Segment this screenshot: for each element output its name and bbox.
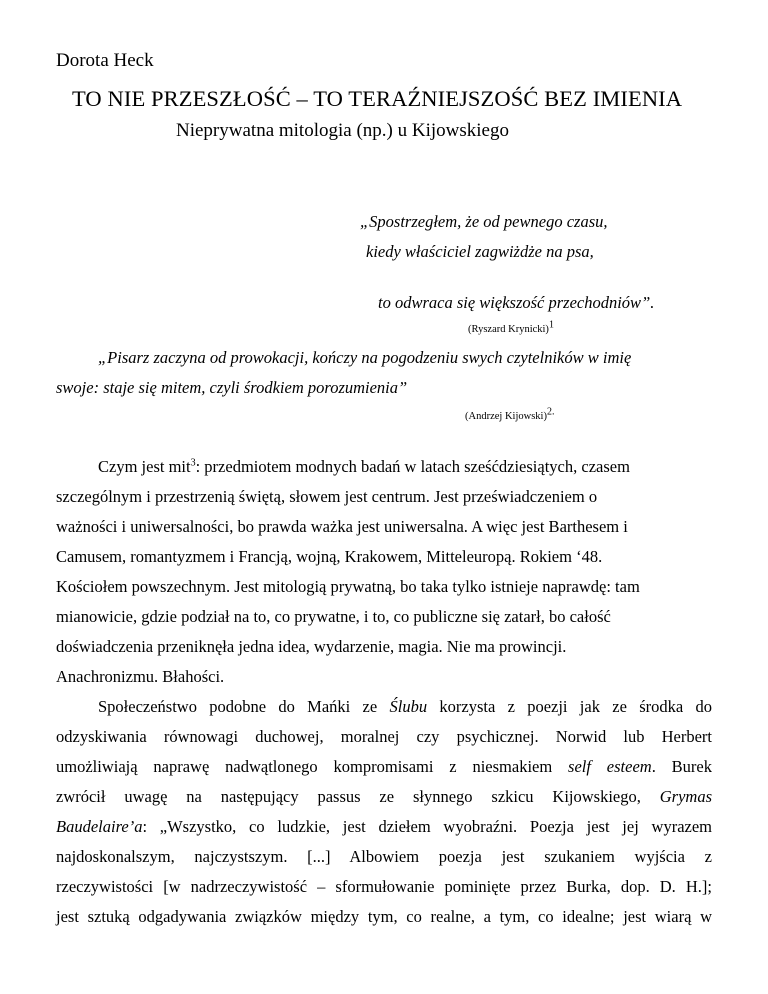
- paragraph-1-line-5: Kościołem powszechnym. Jest mitologią prywatną, bo taka tylko istnieje naprawdę: tam: [56, 577, 640, 596]
- epigraph-kijowski-source: [465, 406, 555, 424]
- paragraph-2-line-3: [56, 756, 712, 778]
- footnote-ref-2[interactable]: 2.: [546, 406, 555, 418]
- paragraph-2-line-8: jest sztuką odgadywania związków między tym, co realne, a tym, co idealne; jest wiarą w: [56, 907, 712, 926]
- emphasis: Grymas: [659, 787, 712, 806]
- article-title: TO NIE PRZESZŁOŚĆ – TO TERAŹNIEJSZOŚĆ BEZ IMIENIA: [72, 86, 683, 111]
- text-run: umożliwiają naprawę nadwątlonego kompromisami z niesmakiem: [56, 757, 569, 776]
- paragraph-1-line-1: [98, 456, 630, 478]
- author-name: Dorota Heck: [56, 50, 154, 71]
- epigraph-krynicki-line-2: kiedy właściciel zagwiżdże na psa,: [366, 242, 594, 261]
- article-subtitle: Nieprywatna mitologia (np.) u Kijowskiego: [176, 120, 509, 141]
- text-run: : przedmiotem modnych badań w latach sześćdziesiątych, czasem: [195, 457, 630, 476]
- footnote-ref-3[interactable]: 3: [190, 457, 196, 469]
- paragraph-1-line-4: Camusem, romantyzmem i Francją, wojną, Krakowem, Mitteleuropą. Rokiem ‘48.: [56, 547, 603, 566]
- paragraph-1-line-3: ważności i uniwersalności, bo prawda ważka jest uniwersalna. A więc jest Barthesem i: [56, 517, 628, 536]
- paragraph-2-line-7: rzeczywistości [w nadrzeczywistość – sformułowanie pominięte przez Burka, dop. D. H.];: [56, 877, 712, 896]
- paragraph-2-line-5: [56, 816, 712, 838]
- source-name: (Andrzej Kijowski): [465, 411, 547, 422]
- paragraph-2-line-2: odzyskiwania równowagi duchowej, moralnej czy psychicznej. Norwid lub Herbert: [56, 727, 712, 746]
- emphasis: self esteem: [568, 757, 652, 776]
- emphasis: Baudelaire’a: [56, 817, 143, 836]
- paragraph-1-line-7: doświadczenia przeniknęła jedna idea, wydarzenie, magia. Nie ma prowincji.: [56, 637, 567, 656]
- text-run: zwrócił uwagę na następujący passus ze słynnego szkicu Kijowskiego,: [56, 787, 660, 806]
- paragraph-1-line-8: Anachronizmu. Błahości.: [56, 667, 225, 686]
- text-run: korzysta z poezji jak ze środka do: [427, 697, 712, 716]
- text-run: Społeczeństwo podobne do Mańki ze: [98, 697, 390, 716]
- paragraph-1-line-6: mianowicie, gdzie podział na to, co prywatne, i to, co publiczne się zatarł, bo całość: [56, 607, 611, 626]
- epigraph-kijowski-line-1: „Pisarz zaczyna od prowokacji, kończy na pogodzeniu swych czytelników w imię: [98, 348, 632, 367]
- epigraph-krynicki-line-1: „Spostrzegłem, że od pewnego czasu,: [360, 212, 608, 231]
- paragraph-2-line-1: [98, 696, 712, 718]
- text-run: . Burek: [651, 757, 712, 776]
- source-name: (Ryszard Krynicki): [468, 324, 549, 335]
- epigraph-krynicki-source: [468, 319, 554, 337]
- footnote-ref-1[interactable]: 1: [548, 319, 554, 331]
- text-run: : „Wszystko, co ludzkie, jest dziełem wyobraźni. Poezja jest jej wyrazem: [142, 817, 712, 836]
- paragraph-2-line-6: najdoskonalszym, najczystszym. [...] Albowiem poezja jest szukaniem wyjścia z: [56, 847, 712, 866]
- paragraph-2-line-4: [56, 786, 712, 808]
- text-run: Czym jest mit: [98, 457, 191, 476]
- emphasis: Ślubu: [389, 697, 428, 716]
- epigraph-krynicki-line-3: to odwraca się większość przechodniów”.: [378, 293, 655, 312]
- epigraph-kijowski-line-2: swoje: staje się mitem, czyli środkiem porozumienia”: [56, 378, 408, 397]
- paragraph-1-line-2: szczególnym i przestrzenią świętą, słowem jest centrum. Jest przeświadczeniem o: [56, 487, 598, 506]
